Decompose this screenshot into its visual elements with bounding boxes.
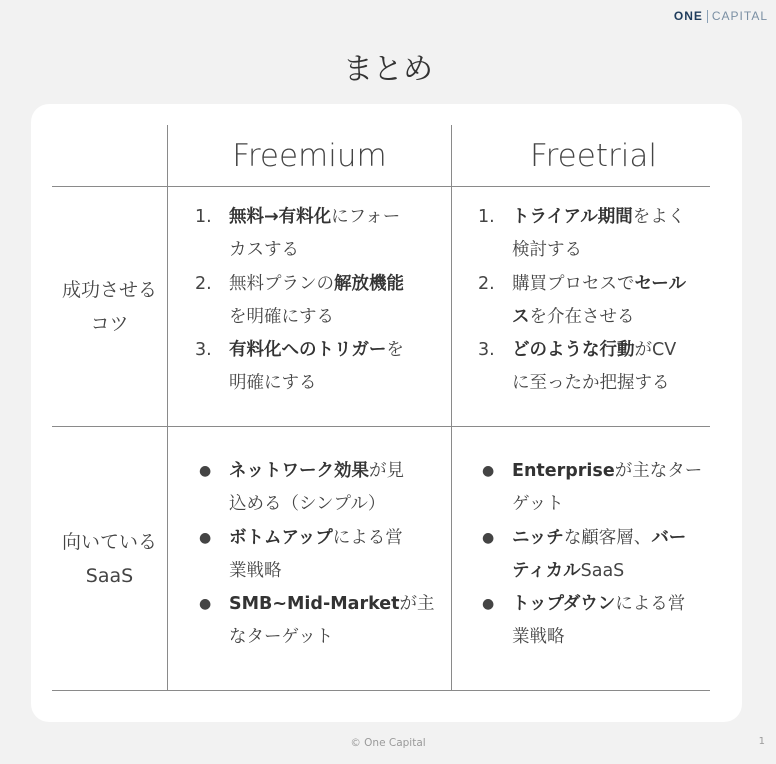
logo-capital: CAPITAL bbox=[711, 9, 768, 23]
row-header-line: SaaS bbox=[85, 564, 134, 587]
row-header-line: 向いている bbox=[61, 530, 157, 553]
list-item bbox=[478, 588, 718, 655]
column-header-freetrial: Freetrial bbox=[530, 137, 657, 174]
list-item bbox=[478, 334, 718, 401]
list-item-text: 無料プランの解放機能 を明確にする bbox=[229, 273, 404, 327]
list-item bbox=[195, 455, 435, 522]
list-item bbox=[195, 334, 435, 401]
list-item-text: トライアル期間をよく 検討する bbox=[512, 207, 686, 261]
bullet-marker: ● bbox=[199, 529, 212, 546]
list-item bbox=[195, 268, 435, 335]
table-bottom-line bbox=[52, 690, 710, 691]
freemium-tips-list bbox=[195, 201, 435, 401]
slide-title: まとめ bbox=[343, 52, 433, 87]
list-item-text: 有料化へのトリガーを 明確にする bbox=[229, 340, 404, 394]
number-marker: 1. bbox=[478, 207, 495, 227]
list-item bbox=[478, 201, 718, 268]
list-item-text: どのような行動がCV に至ったか把握する bbox=[512, 340, 677, 394]
bullet-marker: ● bbox=[199, 596, 212, 613]
copyright-footer: © One Capital bbox=[350, 737, 426, 749]
bullet-marker: ● bbox=[482, 596, 495, 613]
freemium-suited-list bbox=[195, 455, 435, 655]
page-number: 1 bbox=[758, 736, 765, 747]
number-marker: 3. bbox=[195, 340, 212, 361]
number-marker: 2. bbox=[478, 273, 495, 294]
number-marker: 1. bbox=[195, 207, 212, 227]
logo-divider bbox=[707, 10, 708, 23]
list-item-text: ボトムアップによる営 業戦略 bbox=[229, 527, 403, 581]
logo-one: ONE bbox=[673, 9, 703, 23]
row-header-line: コツ bbox=[90, 312, 129, 335]
comparison-table bbox=[52, 125, 710, 691]
list-item-text: SMB~Mid-Marketが主 なターゲット bbox=[229, 594, 435, 648]
list-item-text: 購買プロセスでセール スを介在させる bbox=[512, 273, 686, 327]
number-marker: 2. bbox=[195, 273, 212, 294]
list-item bbox=[478, 455, 718, 522]
list-item-text: トップダウンによる営 業戦略 bbox=[512, 594, 686, 648]
row-header-suited-saas bbox=[52, 427, 167, 690]
list-item bbox=[478, 522, 718, 589]
column-divider-2 bbox=[451, 125, 452, 691]
number-marker: 3. bbox=[478, 340, 495, 361]
bullet-marker: ● bbox=[199, 463, 212, 479]
bullet-marker: ● bbox=[482, 463, 495, 479]
list-item bbox=[478, 268, 718, 335]
one-capital-logo bbox=[674, 9, 768, 23]
list-item-text: ネットワーク効果が見 込める（シンプル） bbox=[229, 461, 404, 515]
row-header-line: 成功させる bbox=[61, 278, 157, 301]
list-item-text: 無料→有料化にフォー カスする bbox=[229, 207, 401, 261]
freetrial-tips-list bbox=[478, 201, 718, 401]
list-item bbox=[195, 588, 435, 655]
list-item bbox=[195, 201, 435, 268]
bullet-marker: ● bbox=[482, 529, 495, 546]
column-divider-1 bbox=[167, 125, 168, 691]
list-item-text: ニッチな顧客層、バー ティカルSaaS bbox=[512, 527, 687, 581]
freetrial-suited-list bbox=[478, 455, 718, 655]
row-header-success-tips bbox=[52, 187, 167, 426]
list-item bbox=[195, 522, 435, 589]
column-header-freemium: Freemium bbox=[232, 137, 387, 174]
list-item-text: Enterpriseが主なター ゲット bbox=[512, 461, 703, 515]
